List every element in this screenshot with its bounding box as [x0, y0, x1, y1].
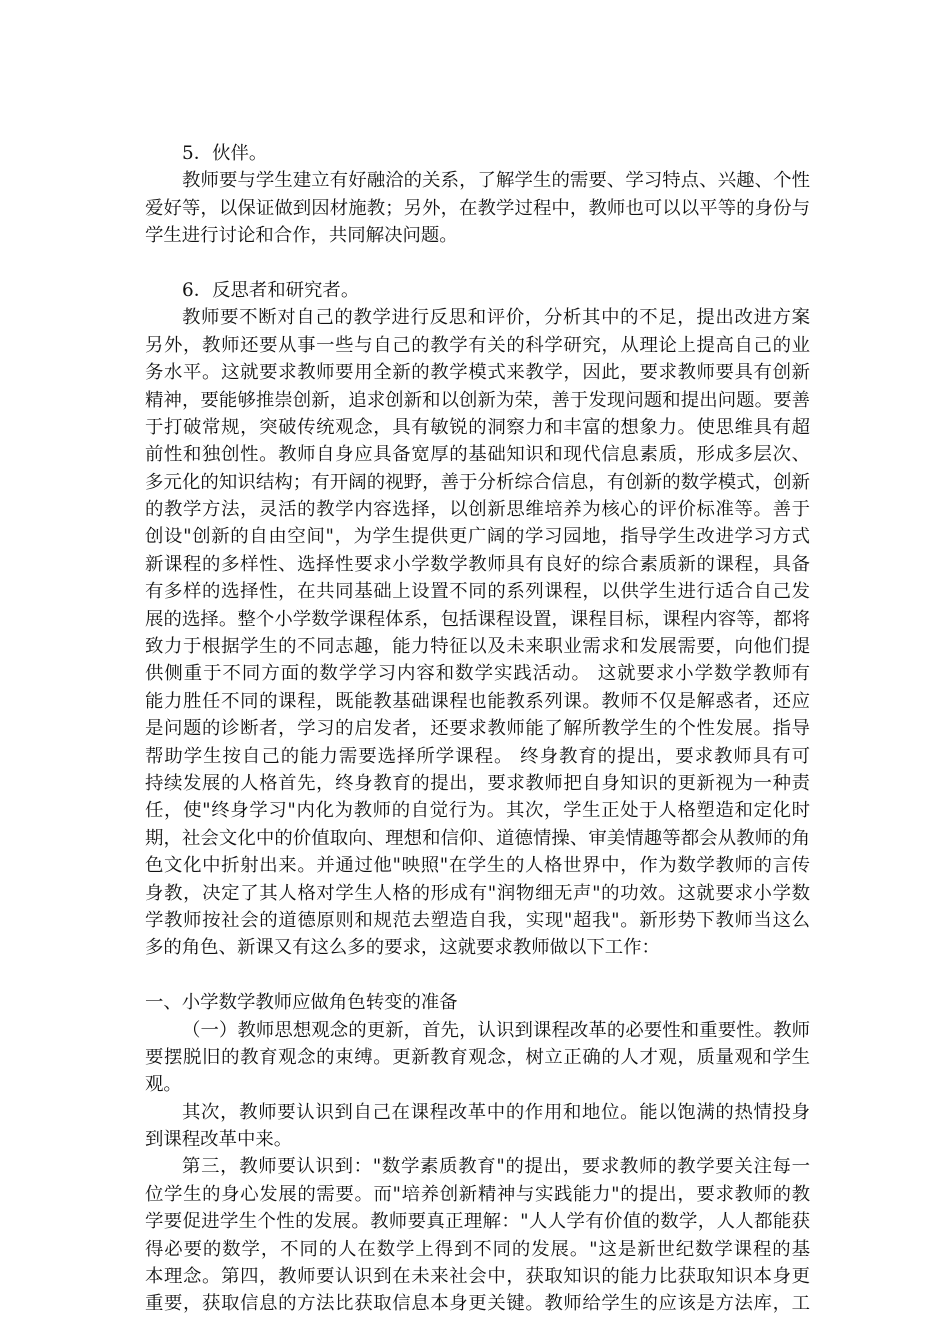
- text-line: 的教学方法，灵活的教学内容选择，以创新思维培养为核心的评价标准等。善于: [145, 499, 810, 521]
- text-line: 多元化的知识结构；有开阔的视野，善于分析综合信息，有创新的数学模式，创新: [145, 471, 810, 493]
- document-page: [145, 140, 810, 1318]
- text-line: 供侧重于不同方面的数学学习内容和数学实践活动。 这就要求小学数学教师有: [145, 663, 810, 685]
- text-line: 创设"创新的自由空间"，为学生提供更广阔的学习园地，指导学生改进学习方式: [145, 526, 810, 548]
- text-line: 期，社会文化中的价值取向、理想和信仰、道德情操、审美情趣等都会从教师的角: [145, 827, 810, 849]
- text-line: 一、小学数学教师应做角色转变的准备: [145, 992, 458, 1014]
- text-line: 得必要的数学，不同的人在数学上得到不同的发展。"这是新世纪数学课程的基: [145, 1238, 810, 1260]
- text-line: 到课程改革中来。: [145, 1129, 293, 1151]
- text-line: 本理念。第四，教师要认识到在未来社会中，获取知识的能力比获取知识本身更: [145, 1266, 810, 1288]
- text-line: 教师要不断对自己的教学进行反思和评价，分析其中的不足，提出改进方案: [182, 307, 810, 329]
- text-line: 要摆脱旧的教育观念的束缚。更新教育观念，树立正确的人才观，质量观和学生: [145, 1046, 810, 1068]
- paragraph: [145, 277, 810, 304]
- text-line: 致力于根据学生的不同志趣，能力特征以及未来职业需求和发展需要，向他们提: [145, 636, 810, 658]
- text-line: 学要促进学生个性的发展。教师要真正理解："人人学有价值的数学，人人都能获: [145, 1211, 810, 1233]
- text-line: 新课程的多样性、选择性要求小学数学教师具有良好的综合素质新的课程，具备: [145, 553, 810, 575]
- text-line: 观。: [145, 1074, 182, 1096]
- text-line: 于打破常规，突破传统观念，具有敏锐的洞察力和丰富的想象力。使思维具有超: [145, 416, 810, 438]
- text-line: 有多样的选择性，在共同基础上设置不同的系列课程，以供学生进行适合自己发: [145, 581, 810, 603]
- text-line: 务水平。这就要求教师要用全新的教学模式来教学，因此，要求教师要具有创新: [145, 362, 810, 384]
- text-line: 展的选择。整个小学数学课程体系，包括课程设置，课程目标，课程内容等，都将: [145, 608, 810, 630]
- section-heading: 5．伙伴。: [182, 143, 268, 164]
- text-line: （一）教师思想观念的更新，首先，认识到课程改革的必要性和重要性。教师: [182, 1019, 810, 1041]
- text-line: 身教，决定了其人格对学生人格的形成有"润物细无声"的功效。这就要求小学数: [145, 882, 810, 904]
- text-line: 持续发展的人格首先，终身教育的提出，要求教师把自身知识的更新视为一种责: [145, 772, 810, 794]
- text-line: 色文化中折射出来。并通过他"映照"在学生的人格世界中，作为数学教师的言传: [145, 855, 810, 877]
- text-line: 任，使"终身学习"内化为教师的自觉行为。其次，学生正处于人格塑造和定化时: [145, 800, 810, 822]
- text-line: 多的角色、新课又有这么多的要求，这就要求教师做以下工作：: [145, 937, 660, 959]
- paragraph: [145, 989, 810, 1318]
- text-line: 其次，教师要认识到自己在课程改革中的作用和地位。能以饱满的热情投身: [182, 1101, 810, 1123]
- paragraph: [145, 304, 810, 961]
- text-line: 学教师按社会的道德原则和规范去塑造自我，实现"超我"。新形势下教师当这么: [145, 909, 810, 931]
- text-line: 前性和独创性。教师自身应具备宽厚的基础知识和现代信息素质，形成多层次、: [145, 444, 810, 466]
- text-line: 精神，要能够推崇创新，追求创新和以创新为荣，善于发现问题和提出问题。要善: [145, 389, 810, 411]
- text-line: 第三，教师要认识到："数学素质教育"的提出，要求教师的教学要关注每一: [182, 1156, 810, 1178]
- blank-line: [145, 962, 810, 989]
- paragraph: [145, 140, 810, 167]
- text-line: 学生进行讨论和合作，共同解决问题。: [145, 225, 458, 247]
- text-line: 爱好等，以保证做到因材施教；另外，在教学过程中，教师也可以以平等的身份与: [145, 197, 810, 219]
- text-line: 帮助学生按自己的能力需要选择所学课程。 终身教育的提出，要求教师具有可: [145, 745, 810, 767]
- text-line: 是问题的诊断者，学习的启发者，还要求教师能了解所教学生的个性发展。指导: [145, 718, 810, 740]
- text-line: 能力胜任不同的课程，既能教基础课程也能教系列课。教师不仅是解惑者，还应: [145, 690, 810, 712]
- text-line: 另外，教师还要从事一些与自己的教学有关的科学研究，从理论上提高自己的业: [145, 334, 810, 356]
- text-line: 重要，获取信息的方法比获取信息本身更关键。教师给学生的应该是方法库，工: [145, 1293, 810, 1315]
- paragraph: [145, 167, 810, 249]
- text-line: 教师要与学生建立有好融洽的关系，了解学生的需要、学习特点、兴趣、个性: [182, 170, 810, 192]
- blank-line: [145, 250, 810, 277]
- section-heading: 6．反思者和研究者。: [182, 279, 360, 301]
- text-line: 位学生的身心发展的需要。而"培养创新精神与实践能力"的提出，要求教师的教: [145, 1183, 810, 1205]
